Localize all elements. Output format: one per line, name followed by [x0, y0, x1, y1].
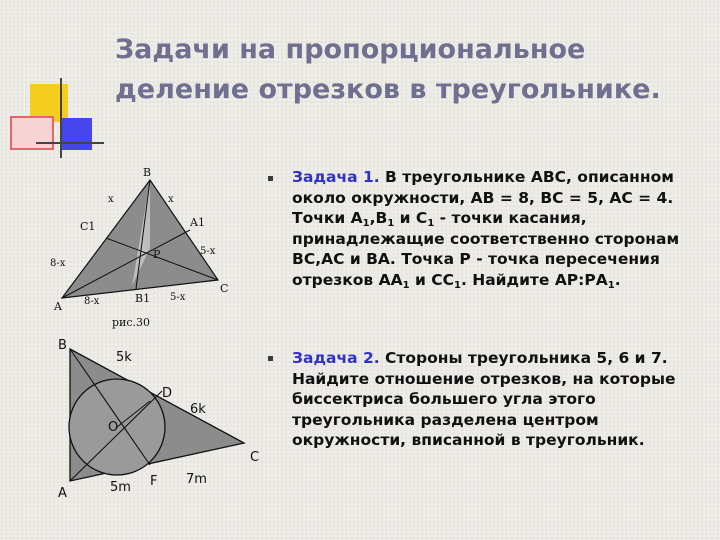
bullet-task2	[268, 356, 273, 361]
task1-text	[292, 167, 712, 290]
fig1-seg-8x-bottom: 8-x	[84, 296, 100, 307]
fig2-seg-6k: 6k	[190, 402, 206, 417]
fig1-label-a1: A1	[190, 216, 205, 229]
task1-text-part1: В треугольнике АВС, описанном около окружности, АВ = 8, ВС = 5, АС = 4. Точки А	[292, 168, 674, 227]
fig1-seg-5x-right: 5-x	[200, 246, 216, 257]
fig1-caption: рис.30	[112, 316, 151, 329]
fig1-label-b1: B1	[135, 292, 151, 305]
fig2-label-d: D	[162, 386, 173, 401]
fig2-seg-5m: 5m	[110, 480, 131, 495]
slide-title-line2: деление отрезков в треугольнике.	[115, 74, 661, 105]
fig2-seg-7m: 7m	[186, 472, 207, 487]
deco-horizontal-line	[36, 142, 104, 144]
slide-title-line1: Задачи на пропорциональное	[115, 34, 586, 65]
fig1-label-p: P	[153, 248, 161, 261]
task1-sub3: 1	[427, 218, 435, 229]
task1-text-part3: и С	[394, 209, 428, 227]
fig1-vertex-b: B	[143, 166, 152, 179]
fig2-vertex-a: A	[58, 486, 67, 501]
task1-sub1: 1	[362, 218, 370, 229]
task2-label: Задача 2.	[292, 349, 380, 367]
deco-red-square	[10, 116, 54, 150]
fig1-label-c1: C1	[80, 220, 96, 233]
bullet-task1	[268, 176, 273, 181]
fig1-seg-5x-bottom: 5-x	[170, 292, 186, 303]
fig2-vertex-b: B	[58, 338, 67, 353]
task1-sub4: 1	[402, 279, 410, 291]
fig1-vertex-a: A	[54, 300, 62, 313]
task1-label: Задача 1.	[292, 168, 380, 186]
task2-text	[292, 348, 712, 451]
fig2-label-f: F	[150, 474, 158, 489]
task1-sub5: 1	[454, 279, 461, 291]
slide-title	[115, 30, 715, 110]
task2-body: Стороны треугольника 5, 6 и 7. Найдите отношение отрезков, на которые биссектриса большего угла этого треугольника разделена центром окружности, вписанной в треугольник.	[292, 349, 676, 449]
task1-text-part7: .	[614, 270, 621, 289]
fig1-vertex-c: C	[220, 282, 229, 295]
figure-triangle-incircle-cevians	[40, 160, 250, 335]
figure-triangle-inscribed-circle	[50, 335, 270, 507]
task1-text-part5: и СС	[409, 270, 454, 289]
deco-blue-square	[60, 118, 92, 150]
task1-text-part2: ,В	[369, 209, 388, 227]
task1-text-part6: . Найдите АР:РА	[460, 270, 608, 289]
task1-sub6: 1	[607, 279, 615, 291]
fig2-vertex-c: C	[250, 450, 260, 465]
deco-vertical-line	[60, 78, 62, 158]
fig2-label-o: O	[108, 420, 119, 435]
task1-sub2: 1	[387, 218, 395, 229]
fig1-seg-x-left: x	[108, 194, 114, 205]
task1-text-part4: - точки касания, принадлежащие соответственно сторонам ВС,АС и ВА. Точка Р - точка пересечения отрезков АА	[292, 209, 680, 289]
fig2-seg-5k: 5k	[116, 350, 132, 365]
fig1-seg-x-right: x	[168, 194, 174, 205]
fig1-seg-8x-left: 8-x	[50, 258, 66, 269]
